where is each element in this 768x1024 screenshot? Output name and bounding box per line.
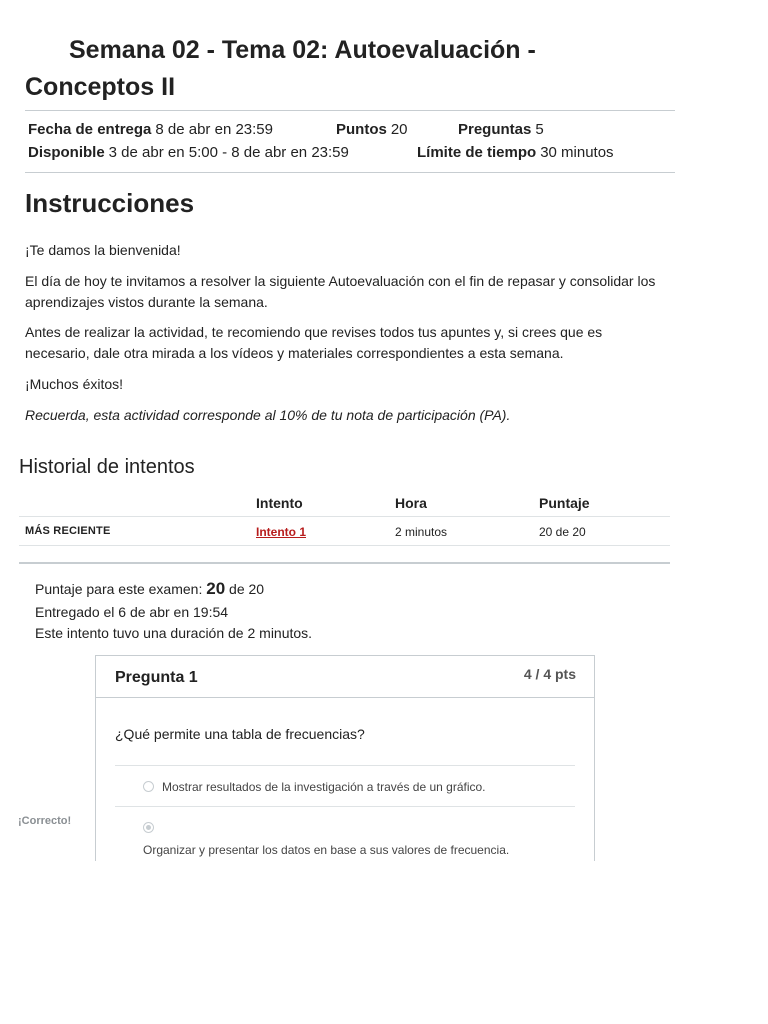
- divider: [19, 562, 670, 564]
- instructions-title: Instrucciones: [25, 188, 195, 218]
- column-header-attempt: Intento: [256, 495, 303, 511]
- score-suffix: de 20: [229, 581, 265, 597]
- instructions-paragraph: Antes de realizar la actividad, te recomiendo que revises todos tus apuntes y, si crees que es necesario, dale otra mirada a los vídeos y materiales correspondientes a esta semana.: [25, 324, 603, 361]
- questions-value: 5: [535, 121, 544, 138]
- meta-row-1: [28, 121, 273, 138]
- attempt-score: 20 de 20: [539, 525, 586, 539]
- attempt-link[interactable]: Intento 1: [256, 525, 306, 539]
- score-summary: [35, 579, 264, 599]
- question-name: Pregunta 1: [115, 669, 198, 686]
- duration-info: Este intento tuvo una duración de 2 minutos.: [35, 625, 313, 641]
- column-header-time: Hora: [395, 495, 427, 511]
- question-text: ¿Qué permite una tabla de frecuencias?: [115, 726, 365, 742]
- points-info: [336, 121, 408, 138]
- available-label: Disponible: [28, 144, 105, 161]
- history-title: Historial de intentos: [19, 456, 195, 478]
- points-value: 20: [390, 121, 408, 138]
- answer-divider: [115, 806, 575, 807]
- correct-flag: ¡Correcto!: [18, 815, 72, 827]
- instructions-good-luck: ¡Muchos éxitos!: [25, 376, 124, 392]
- attempt-time: 2 minutos: [395, 525, 448, 539]
- answer-divider: [115, 765, 575, 766]
- answer-option-selected[interactable]: Organizar y presentar los datos en base a sus valores de frecuencia.: [143, 843, 510, 857]
- divider: [25, 172, 675, 173]
- answer-option[interactable]: Mostrar resultados de la investigación a través de un gráfico.: [162, 780, 486, 794]
- question-card: [95, 655, 595, 861]
- question-points: 4 / 4 pts: [523, 666, 576, 682]
- most-recent-label: MÁS RECIENTE: [25, 525, 111, 537]
- score-prefix: Puntaje para este examen:: [35, 581, 203, 597]
- table-row: [19, 517, 670, 546]
- due-value: 8 de abr en 23:59: [155, 121, 273, 138]
- time-limit-value: 30 minutos: [540, 144, 614, 161]
- instructions-paragraph: El día de hoy te invitamos a resolver la siguiente Autoevaluación con el fin de repasar y consolidar los aprendizajes vistos durante la semana.: [25, 273, 656, 310]
- history-header-row: [19, 488, 670, 517]
- time-limit-info: [417, 144, 614, 161]
- column-header-score: Puntaje: [539, 495, 590, 511]
- question-header: [96, 656, 594, 698]
- questions-label: Preguntas: [458, 121, 532, 138]
- available-info: [28, 144, 349, 161]
- due-label: Fecha de entrega: [28, 121, 152, 138]
- available-value: 3 de abr en 5:00 - 8 de abr en 23:59: [108, 144, 349, 161]
- submitted-info: Entregado el 6 de abr en 19:54: [35, 604, 229, 620]
- instructions-note: Recuerda, esta actividad corresponde al 10% de tu nota de participación (PA).: [25, 407, 511, 423]
- page-title: Semana 02 - Tema 02: Autoevaluación - Conceptos II: [25, 36, 536, 101]
- points-label: Puntos: [336, 121, 387, 138]
- time-limit-label: Límite de tiempo: [417, 144, 537, 161]
- questions-info: [458, 121, 544, 138]
- score-value: 20: [206, 579, 226, 598]
- divider: [25, 110, 675, 111]
- instructions-welcome: ¡Te damos la bienvenida!: [25, 242, 181, 258]
- history-table: [19, 488, 670, 546]
- answer-radio[interactable]: [143, 781, 154, 792]
- answer-radio-selected[interactable]: [143, 822, 154, 833]
